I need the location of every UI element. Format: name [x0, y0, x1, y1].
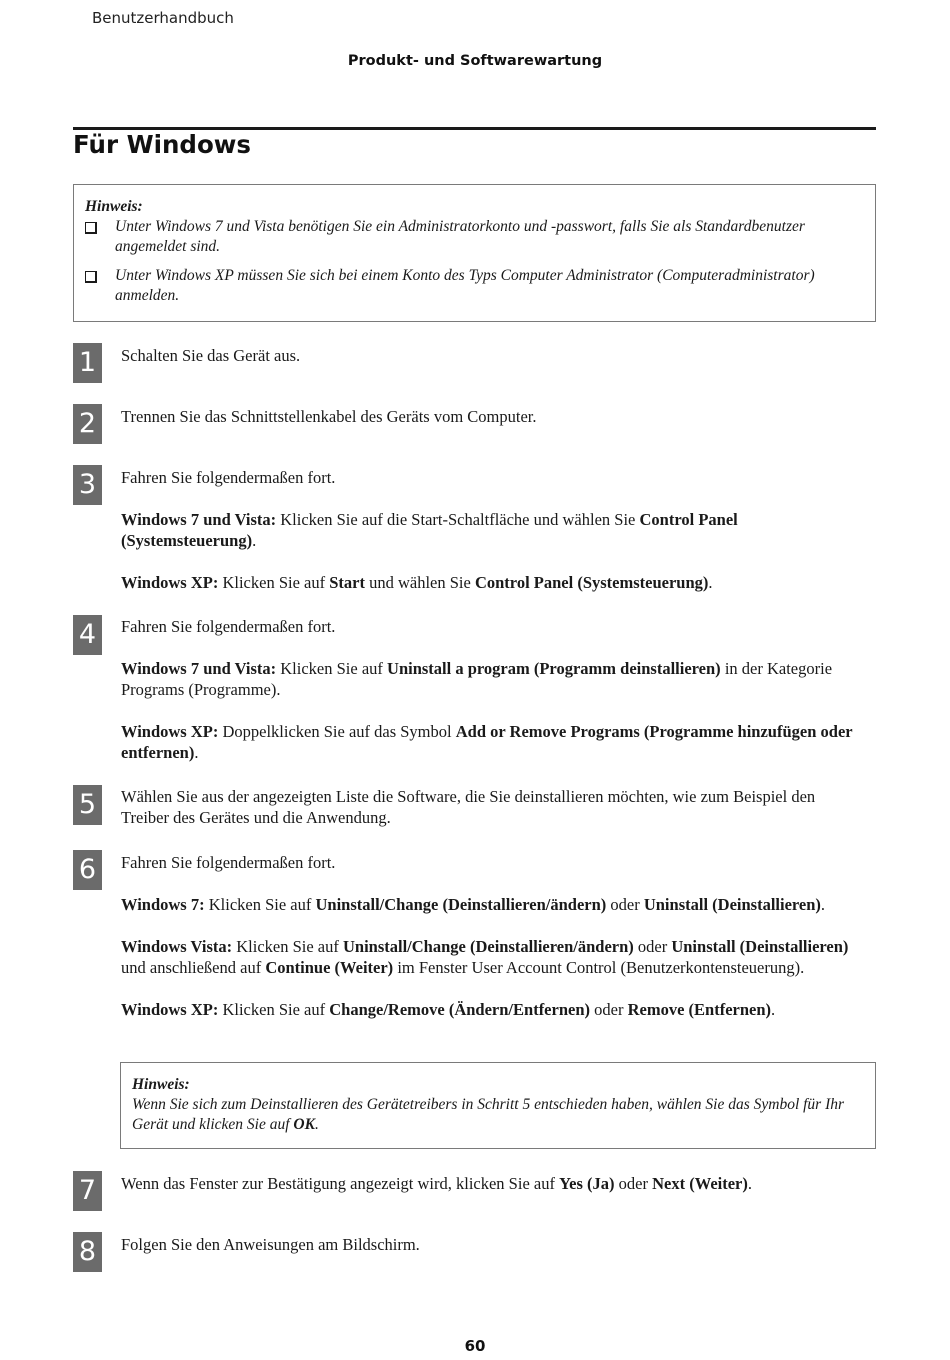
- step-3-text: [121, 467, 866, 593]
- step-4-text: [121, 616, 866, 763]
- step-number-badge: 8: [73, 1232, 102, 1272]
- running-header-chapter: Produkt- und Softwarewartung: [347, 53, 603, 69]
- note-list-item: [85, 266, 864, 306]
- running-header-manual-title: Benutzerhandbuch: [92, 9, 234, 27]
- note-title: Hinweis:: [132, 1076, 190, 1093]
- note-box: [73, 184, 876, 322]
- windows-7-instruction: Windows 7: Klicken Sie auf Uninstall/Change (Deinstallieren/ändern) oder Uninstall (Deinstallieren).: [121, 895, 826, 914]
- checkbox-bullet-icon: [85, 222, 97, 234]
- step-instruction: Fahren Sie folgendermaßen fort.: [121, 853, 336, 872]
- step-number-badge: 4: [73, 615, 102, 655]
- step-7-text: [121, 1173, 866, 1194]
- note-list-item: [85, 217, 864, 257]
- step-5-text: [121, 786, 866, 828]
- step-number-badge: 7: [73, 1171, 102, 1211]
- step-number-badge: 6: [73, 850, 102, 890]
- note-text: Wenn Sie sich zum Deinstallieren des Gerätetreibers in Schritt 5 entschieden haben, wählen Sie das Symbol für Ihr Gerät und klicken Sie auf OK.: [132, 1096, 845, 1133]
- note-box: [120, 1062, 876, 1149]
- windows-xp-instruction: Windows XP: Doppelklicken Sie auf das Symbol Add or Remove Programs (Programme hinzufügen oder entfernen).: [121, 722, 853, 762]
- note-title: Hinweis:: [85, 198, 143, 215]
- step-instruction: Wählen Sie aus der angezeigten Liste die Software, die Sie deinstallieren möchten, wie zum Beispiel den Treiber des Gerätes und die Anwendung.: [121, 787, 816, 827]
- step-instruction: Folgen Sie den Anweisungen am Bildschirm.: [121, 1235, 420, 1254]
- step-instruction: Fahren Sie folgendermaßen fort.: [121, 617, 336, 636]
- section-title: Für Windows: [73, 130, 252, 159]
- page-number: 60: [464, 1337, 486, 1355]
- step-2-text: [121, 406, 866, 427]
- step-instruction: Wenn das Fenster zur Bestätigung angezeigt wird, klicken Sie auf Yes (Ja) oder Next (Weiter).: [121, 1174, 752, 1193]
- windows-xp-instruction: Windows XP: Klicken Sie auf Start und wählen Sie Control Panel (Systemsteuerung).: [121, 573, 713, 592]
- step-number-badge: 5: [73, 785, 102, 825]
- step-instruction: Trennen Sie das Schnittstellenkabel des Geräts vom Computer.: [121, 407, 537, 426]
- step-1-text: [121, 345, 866, 366]
- step-instruction: Fahren Sie folgendermaßen fort.: [121, 468, 336, 487]
- windows-7-vista-instruction: Windows 7 und Vista: Klicken Sie auf die Start-Schaltfläche und wählen Sie Control Panel (Systemsteuerung).: [121, 510, 738, 550]
- step-number-badge: 3: [73, 465, 102, 505]
- step-instruction: Schalten Sie das Gerät aus.: [121, 346, 301, 365]
- note-item-text: Unter Windows 7 und Vista benötigen Sie ein Administratorkonto und -passwort, falls Sie als Standardbenutzer angemeldet sind.: [115, 218, 805, 255]
- step-6-text: [121, 852, 866, 1020]
- windows-7-vista-instruction: Windows 7 und Vista: Klicken Sie auf Uninstall a program (Programm deinstallieren) in der Kategorie Programs (Programme).: [121, 659, 833, 699]
- step-8-text: [121, 1234, 866, 1255]
- note-item-text: Unter Windows XP müssen Sie sich bei einem Konto des Typs Computer Administrator (Computeradministrator) anmelden.: [115, 267, 815, 304]
- step-number-badge: 2: [73, 404, 102, 444]
- checkbox-bullet-icon: [85, 271, 97, 283]
- step-number-badge: 1: [73, 343, 102, 383]
- windows-vista-instruction: Windows Vista: Klicken Sie auf Uninstall/Change (Deinstallieren/ändern) oder Uninstall (Deinstallieren) und anschließend auf Continue (Weiter) im Fenster User Account Control (Benutzerkontensteuerung).: [121, 937, 849, 977]
- windows-xp-instruction: Windows XP: Klicken Sie auf Change/Remove (Ändern/Entfernen) oder Remove (Entfernen).: [121, 1000, 776, 1019]
